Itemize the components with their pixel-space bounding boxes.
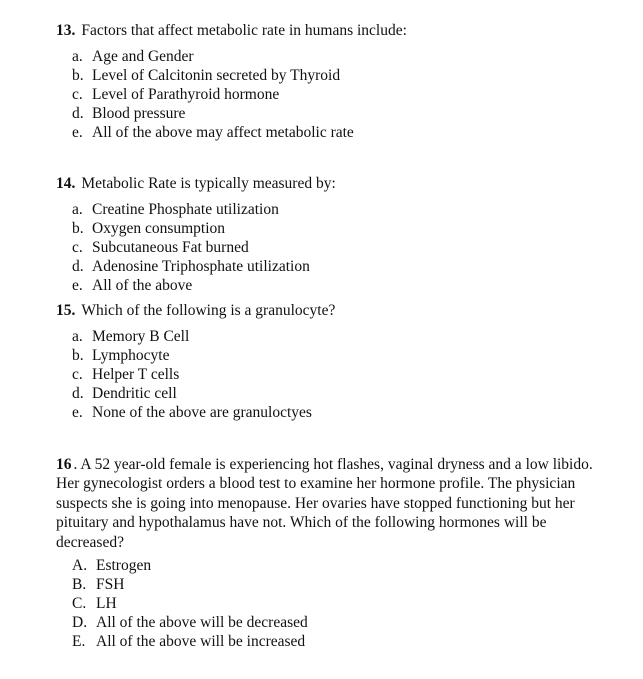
option-letter: d. [72,385,84,402]
answer-options [56,327,601,422]
option-text: Age and Gender [92,48,194,65]
option-letter: b. [72,347,84,364]
option-letter: A. [72,557,88,575]
answer-options [56,556,601,651]
option-letter: b. [72,67,84,84]
option-text: None of the above are granuloctyes [92,404,312,421]
question-stem [56,455,601,552]
question-14 [56,174,601,295]
option-d [72,613,601,632]
question-15 [56,301,601,422]
question-stem [56,174,601,193]
question-text: . A 52 year-old female is experiencing hot flashes, vaginal dryness and a low libido. Her gynecologist orders a blood test to examine her hormone profile. The physician suspects she is going into menopause. Her ovaries have stopped functioning but her pituitary and hypothalamus have not. Which of the following hormones will be decreased? [56,456,593,551]
answer-options [56,200,601,295]
question-number: 14. [56,175,76,192]
option-letter: D. [72,614,88,632]
question-13 [56,21,601,142]
option-e [72,276,601,295]
option-text: Memory B Cell [92,328,190,345]
option-text: All of the above may affect metabolic rate [92,124,354,141]
option-a [72,200,601,219]
option-a [72,327,601,346]
question-stem [56,301,601,320]
option-text: Oxygen consumption [92,220,226,237]
option-b [72,66,601,85]
option-c [72,85,601,104]
option-letter: c. [72,86,83,103]
option-letter: b. [72,220,84,237]
option-letter: E. [72,633,86,651]
option-letter: d. [72,258,84,275]
option-text: Lymphocyte [92,347,170,364]
option-text: Level of Calcitonin secreted by Thyroid [92,67,341,84]
option-text: Subcutaneous Fat burned [92,239,249,256]
question-text: Metabolic Rate is typically measured by: [81,175,336,192]
option-e [72,632,601,651]
option-text: All of the above will be decreased [96,614,308,632]
option-text: FSH [96,576,125,594]
option-d [72,384,601,403]
question-stem [56,21,601,40]
option-letter: e. [72,124,83,141]
option-e [72,403,601,422]
option-text: Blood pressure [92,105,186,122]
option-a [72,556,601,575]
option-letter: a. [72,328,83,345]
question-number: 16 [56,456,72,473]
option-letter: c. [72,239,83,256]
option-text: Estrogen [96,557,152,575]
option-letter: C. [72,595,87,613]
question-number: 13. [56,22,76,39]
option-b [72,346,601,365]
option-letter: B. [72,576,87,594]
option-letter: a. [72,48,83,65]
option-letter: d. [72,105,84,122]
option-text: Adenosine Triphosphate utilization [92,258,310,275]
option-letter: e. [72,277,83,294]
option-text: Level of Parathyroid hormone [92,86,280,103]
option-c [72,238,601,257]
question-number: 15. [56,302,76,319]
option-c [72,365,601,384]
option-text: All of the above will be increased [96,633,306,651]
question-16 [56,455,601,651]
option-letter: a. [72,201,83,218]
option-text: Creatine Phosphate utilization [92,201,279,218]
option-text: LH [96,595,117,613]
option-d [72,257,601,276]
option-b [72,575,601,594]
question-text: Factors that affect metabolic rate in humans include: [81,22,407,39]
option-e [72,123,601,142]
option-b [72,219,601,238]
option-d [72,104,601,123]
option-c [72,594,601,613]
question-text: Which of the following is a granulocyte? [81,302,336,319]
option-letter: e. [72,404,83,421]
option-text: All of the above [92,277,193,294]
option-a [72,47,601,66]
answer-options [56,47,601,142]
option-text: Dendritic cell [92,385,177,402]
option-letter: c. [72,366,83,383]
option-text: Helper T cells [92,366,180,383]
